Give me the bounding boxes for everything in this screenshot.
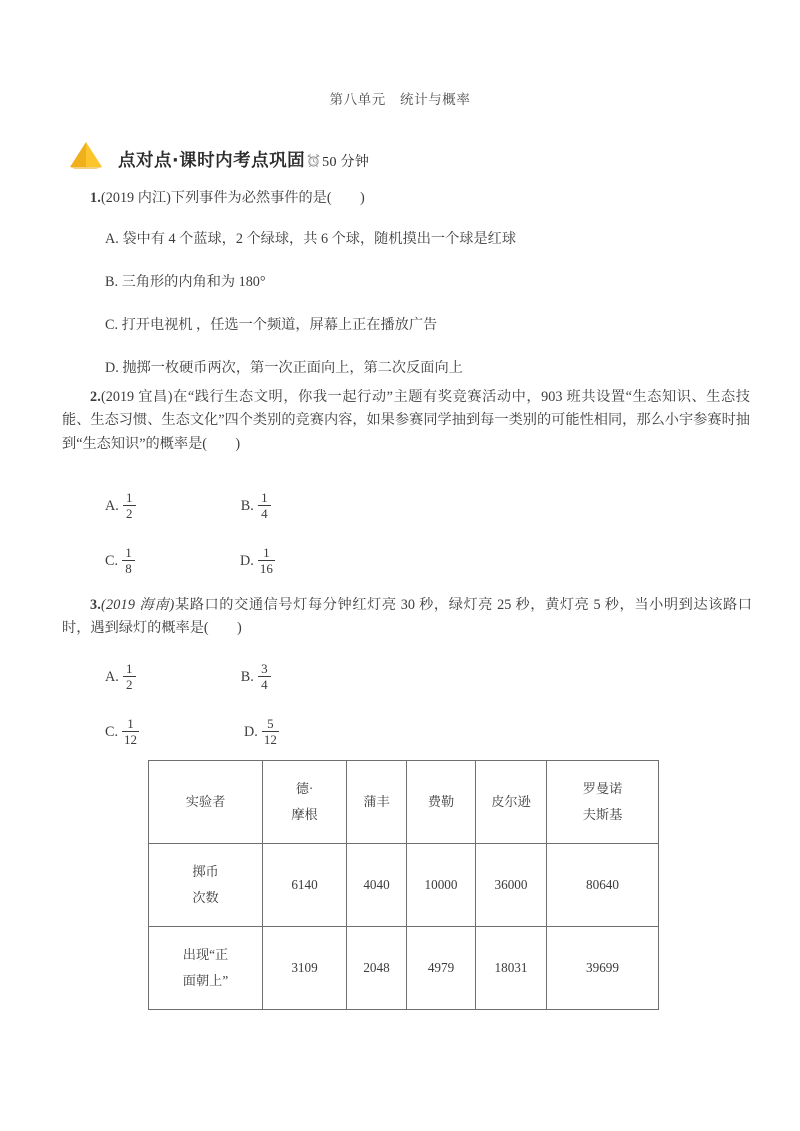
option-label: C.	[105, 553, 119, 569]
question-1-text: 下列事件为必然事件的是( )	[170, 190, 365, 206]
table-cell	[547, 844, 659, 927]
option-label: D.	[240, 553, 254, 569]
question-3-number: 3.	[90, 597, 102, 613]
table-header-romanovsky	[547, 761, 659, 844]
cell-text-line2: 次数	[192, 890, 219, 905]
section-title	[118, 150, 370, 171]
cell-text: 36000	[494, 876, 528, 892]
cell-text-line2: 摩根	[291, 807, 318, 822]
table-rowlabel-heads-count	[149, 927, 263, 1010]
section-title-row	[66, 138, 369, 172]
option-label: C.	[105, 724, 119, 740]
coin-toss-experiment-table	[148, 760, 659, 1010]
fraction	[122, 546, 135, 575]
option-text: 三角形的内角和为 180°	[121, 274, 266, 290]
cell-text: 18031	[494, 959, 528, 975]
question-2-options-row-1	[105, 492, 271, 521]
fraction-numerator: 3	[261, 661, 268, 676]
fraction-denominator: 12	[124, 732, 138, 747]
question-3-stem	[62, 594, 752, 641]
question-2-source: (2019 宜昌)	[101, 389, 173, 405]
cell-text: 4040	[363, 876, 390, 892]
fraction	[123, 491, 136, 520]
table-rowlabel-toss-count	[149, 844, 263, 927]
question-3-source: (2019 海南)	[101, 597, 175, 613]
fraction	[258, 546, 275, 575]
fraction-numerator: 1	[126, 661, 133, 676]
cell-text: 39699	[586, 959, 619, 975]
cell-text-line1: 出现“正	[182, 946, 229, 962]
fraction-numerator: 1	[126, 490, 133, 505]
question-1-option-a[interactable]	[105, 228, 516, 251]
option-text: 打开电视机 ，任选一个频道，屏幕上正在播放广告	[121, 317, 438, 333]
table-cell	[263, 927, 347, 1010]
cell-text: 6140	[291, 876, 318, 892]
running-head: 第八单元 统计与概率	[329, 92, 471, 107]
fraction-numerator: 1	[125, 545, 132, 560]
option-label: D.	[244, 724, 258, 740]
table-row-heads-count	[149, 927, 659, 1010]
fraction-numerator: 5	[267, 716, 274, 731]
table-cell	[347, 844, 407, 927]
cell-text: 皮尔逊	[491, 793, 531, 809]
option-text: 抛掷一枚硬币两次，第一次正面向上，第二次反面向上	[122, 360, 463, 376]
fraction-denominator: 2	[126, 506, 133, 521]
question-3-option-c[interactable]	[105, 718, 139, 747]
fraction-numerator: 1	[127, 716, 134, 731]
table-row-toss-count	[149, 844, 659, 927]
option-label: A.	[105, 498, 119, 514]
question-3-option-a[interactable]	[105, 663, 136, 692]
question-2-option-b[interactable]	[241, 492, 271, 521]
cell-text-line1: 掷币	[192, 863, 219, 879]
table-cell	[547, 927, 659, 1010]
question-1-option-c[interactable]	[105, 314, 437, 337]
table-cell	[407, 844, 476, 927]
cell-text: 80640	[586, 876, 619, 892]
table-header-pearson	[476, 761, 547, 844]
fraction-denominator: 16	[259, 561, 273, 576]
pyramid-icon	[66, 140, 106, 172]
question-1-option-b[interactable]	[105, 271, 266, 294]
fraction	[123, 662, 136, 691]
question-3-option-d[interactable]	[244, 718, 279, 747]
question-1-source: (2019 内江)	[101, 190, 171, 206]
cell-text: 4979	[427, 959, 455, 975]
question-1-number: 1.	[90, 190, 102, 206]
cell-text: 实验者	[185, 793, 226, 809]
fraction	[262, 717, 279, 746]
table-header-buffon	[347, 761, 407, 844]
fraction	[258, 491, 271, 520]
cell-text-line2: 夫斯基	[582, 807, 623, 822]
table-cell	[476, 844, 547, 927]
question-3-option-b[interactable]	[241, 663, 271, 692]
table-row-header	[149, 761, 659, 844]
question-2-text: 在“践行生态文明，你我一起行动”主题有奖竞赛活动中，903 班共设置“生态知识、生态技能、生态习惯、生态文化”四个类别的竞赛内容，如果参赛同学抽到每一类别的可能性相同，那么小宇参赛时抽到“生态知识”的概率是( )	[62, 389, 750, 452]
question-1-stem	[62, 187, 752, 210]
table-cell	[347, 927, 407, 1010]
table-header-feller	[407, 761, 476, 844]
cell-text-line1: 德·	[295, 780, 314, 796]
cell-text: 3109	[291, 959, 318, 975]
option-label: B.	[105, 274, 119, 290]
option-label: D.	[105, 360, 119, 376]
question-3-options-row-2	[105, 718, 279, 747]
question-2-option-d[interactable]	[240, 547, 275, 576]
fraction-numerator: 1	[261, 490, 268, 505]
table-header-de-morgan	[263, 761, 347, 844]
table-cell	[476, 927, 547, 1010]
option-text: 袋中有 4 个蓝球，2 个绿球，共 6 个球，随机摸出一个球是红球	[122, 231, 517, 247]
table-cell	[407, 927, 476, 1010]
fraction-denominator: 2	[126, 677, 133, 692]
question-3-text: 某路口的交通信号灯每分钟红灯亮 30 秒，绿灯亮 25 秒，黄灯亮 5 秒，当小明到达该路口时，遇到绿灯的概率是( )	[62, 597, 752, 637]
fraction-denominator: 4	[261, 677, 268, 692]
question-2-number: 2.	[90, 389, 102, 405]
section-title-label: 点对点·课时内考点巩固	[118, 150, 306, 171]
cell-text: 费勒	[427, 793, 455, 809]
option-label: C.	[105, 317, 119, 333]
question-3-options-row-1	[105, 663, 271, 692]
fraction-denominator: 12	[263, 732, 277, 747]
option-label: B.	[240, 498, 254, 514]
option-label: B.	[240, 669, 254, 685]
fraction-denominator: 8	[125, 561, 132, 576]
cell-text: 蒲丰	[363, 793, 390, 809]
cell-text: 2048	[363, 959, 390, 975]
cell-text: 10000	[424, 876, 458, 892]
cell-text-line2: 面朝上”	[182, 973, 229, 988]
table-header-experimenter	[149, 761, 263, 844]
fraction	[122, 717, 139, 746]
cell-text-line1: 罗曼诺	[582, 780, 623, 796]
section-duration: 50 分钟	[322, 154, 370, 170]
fraction-numerator: 1	[263, 545, 270, 560]
alarm-clock-icon	[306, 153, 321, 168]
option-label: A.	[105, 669, 119, 685]
question-2-option-c[interactable]	[105, 547, 135, 576]
question-1-option-d[interactable]	[105, 357, 463, 380]
question-2-stem	[62, 386, 750, 456]
fraction	[258, 662, 271, 691]
question-2-options-row-2	[105, 547, 275, 576]
option-label: A.	[105, 231, 119, 247]
fraction-denominator: 4	[261, 506, 268, 521]
table-cell	[263, 844, 347, 927]
question-2-option-a[interactable]	[105, 492, 136, 521]
